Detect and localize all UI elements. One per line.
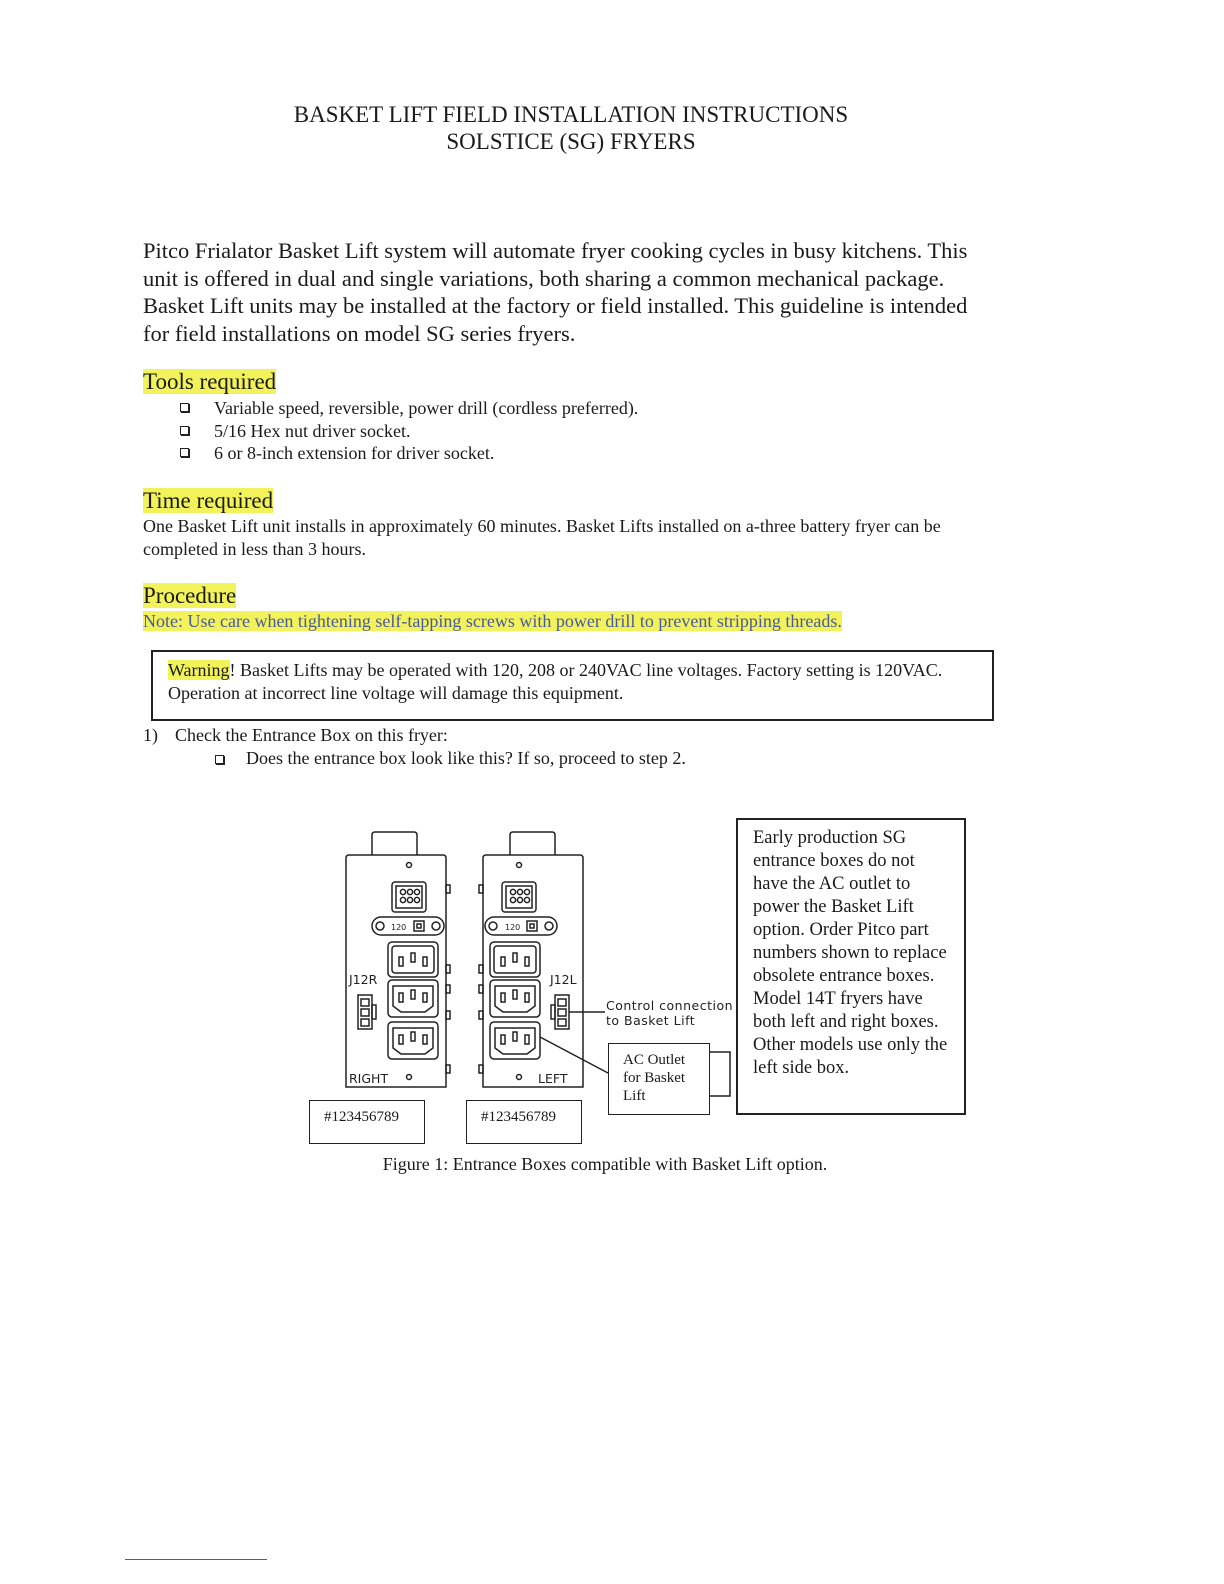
left-voltage-label: 120 xyxy=(505,923,521,932)
control-callout-line1: Control connection xyxy=(606,998,734,1013)
tools-list xyxy=(180,397,638,465)
left-entrance-box xyxy=(479,832,583,1087)
checkbox-bullet-icon xyxy=(180,403,189,412)
step-1-bullet: Does the entrance box look like this? If so, proceed to step 2. xyxy=(215,748,686,769)
warning-box xyxy=(151,650,994,721)
step-text: Check the Entrance Box on this fryer: xyxy=(175,725,448,745)
figure-caption: Figure 1: Entrance Boxes compatible with Basket Lift option. xyxy=(382,1154,828,1174)
list-item: Variable speed, reversible, power drill (cordless preferred). xyxy=(180,397,638,420)
checkbox-bullet-icon xyxy=(180,448,189,457)
right-part-number: #123456789 xyxy=(309,1100,425,1144)
warning-text: ! Basket Lifts may be operated with 120, 208 or 240VAC line voltages. Factory setting is 120VAC. Operation at incorrect line voltage will damage this equipment. xyxy=(168,660,943,703)
checkbox-bullet-icon xyxy=(215,755,224,764)
left-side-label: LEFT xyxy=(538,1071,568,1086)
tools-heading: Tools required xyxy=(143,369,277,394)
procedure-heading: Procedure xyxy=(143,583,237,608)
step-number: 1) xyxy=(143,725,158,745)
time-paragraph: One Basket Lift unit installs in approximately 60 minutes. Basket Lifts installed on a-three battery fryer can be completed in less than 3 hours. xyxy=(143,516,941,559)
left-part-number: #123456789 xyxy=(466,1100,582,1144)
procedure-note: Note: Use care when tightening self-tapping screws with power drill to prevent stripping threads. xyxy=(143,611,842,631)
footer-divider xyxy=(125,1559,267,1560)
sidebox-note: Early production SG entrance boxes do not have the AC outlet to power the Basket Lift option. Order Pitco part numbers shown to replace obsolete entrance boxes. Model 14T fryers have both left and right boxes. Other models use only the left side box. xyxy=(736,818,966,1115)
document-subtitle: SOLSTICE (SG) FRYERS xyxy=(446,129,696,154)
list-item: 5/16 Hex nut driver socket. xyxy=(180,420,638,443)
ac-outlet-bracket xyxy=(708,1050,734,1100)
left-j-label: J12L xyxy=(550,972,577,987)
ac-outlet-callout-line xyxy=(540,1037,608,1073)
ac-outlet-callout: AC Outlet for Basket Lift xyxy=(608,1043,710,1115)
time-heading: Time required xyxy=(143,488,274,513)
document-title: BASKET LIFT FIELD INSTALLATION INSTRUCTIONS xyxy=(293,102,849,127)
control-callout-line2: to Basket Lift xyxy=(606,1013,696,1028)
right-j-label: J12R xyxy=(349,972,378,987)
warning-label: Warning xyxy=(168,660,230,680)
step-1 xyxy=(143,725,448,746)
right-entrance-box xyxy=(346,832,450,1087)
right-voltage-label: 120 xyxy=(391,923,407,932)
checkbox-bullet-icon xyxy=(180,426,189,435)
right-side-label: RIGHT xyxy=(349,1071,389,1086)
list-item: 6 or 8-inch extension for driver socket. xyxy=(180,442,638,465)
intro-paragraph: Pitco Frialator Basket Lift system will automate fryer cooking cycles in busy kitchens. This unit is offered in dual and single variations, both sharing a common mechanical package. Basket Lift units may be installed at the factory or field installed. This guideline is intended for field installations on model SG series fryers. xyxy=(143,238,968,346)
